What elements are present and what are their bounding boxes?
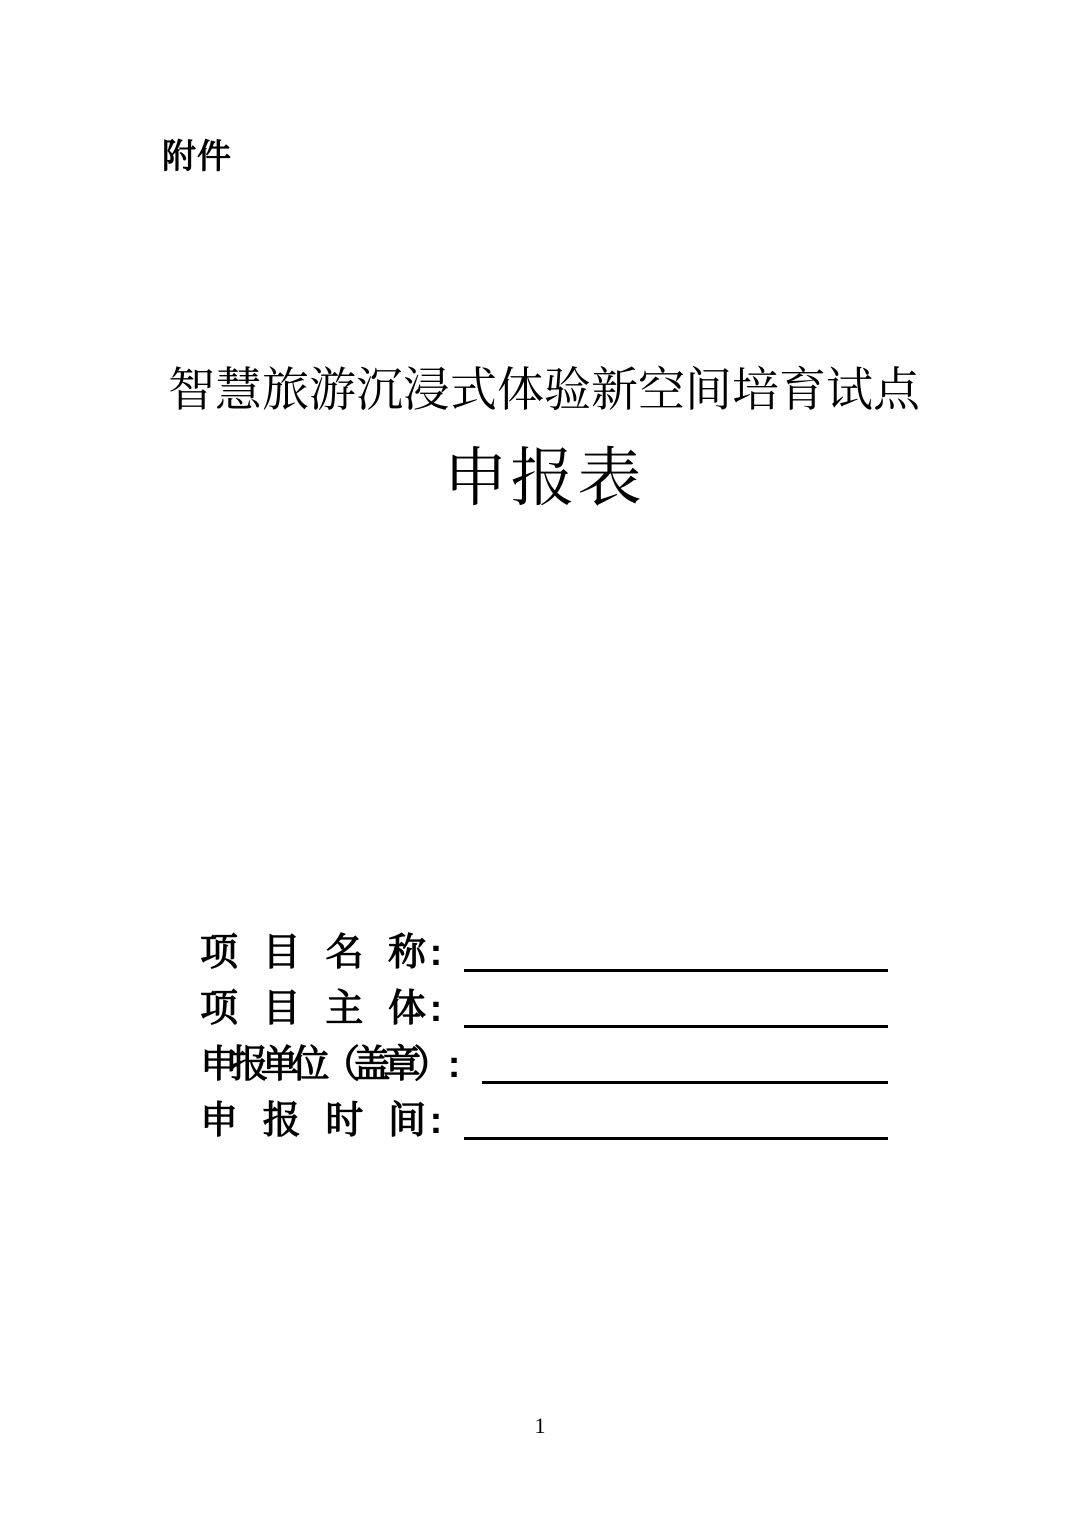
application-form-fields — [200, 916, 888, 1140]
page-number: 1 — [534, 1413, 546, 1438]
label-char: 报 — [262, 1100, 301, 1142]
label-colon: : — [447, 1044, 461, 1086]
form-field-project-entity — [200, 972, 888, 1028]
document-title-line2: 申报表 — [443, 443, 645, 514]
document-title-line1: 智慧旅游沉浸式体验新空间培育试点 — [168, 365, 920, 417]
applicant-unit-seal-label: 申报单位（盖章） — [200, 1044, 445, 1086]
project-entity-label — [200, 990, 426, 1028]
label-char: 目 — [262, 932, 301, 974]
label-char: 项 — [200, 988, 239, 1030]
project-name-label — [200, 934, 426, 972]
label-char: 名 — [325, 932, 364, 974]
label-char: 目 — [262, 988, 301, 1030]
label-colon: : — [429, 988, 443, 1030]
label-char: 间 — [387, 1100, 426, 1142]
applicant-unit-seal-blank-line — [482, 1078, 888, 1084]
label-colon: : — [429, 1100, 443, 1142]
label-char: 时 — [325, 1100, 364, 1142]
form-field-project-name — [200, 916, 888, 972]
label-char: 主 — [325, 988, 364, 1030]
label-char: 项 — [200, 932, 239, 974]
attachment-label: 附件 — [162, 138, 232, 176]
title-block — [4, 362, 1080, 522]
project-entity-blank-line — [464, 1022, 888, 1028]
form-field-applicant-unit-seal — [200, 1028, 888, 1084]
label-char: 申 — [200, 1100, 239, 1142]
label-colon: : — [429, 932, 443, 974]
form-field-application-date — [200, 1084, 888, 1140]
project-name-blank-line — [464, 966, 888, 972]
application-date-blank-line — [464, 1134, 888, 1140]
label-char: 称 — [387, 932, 426, 974]
application-date-label — [200, 1102, 426, 1140]
label-char: 体 — [387, 988, 426, 1030]
